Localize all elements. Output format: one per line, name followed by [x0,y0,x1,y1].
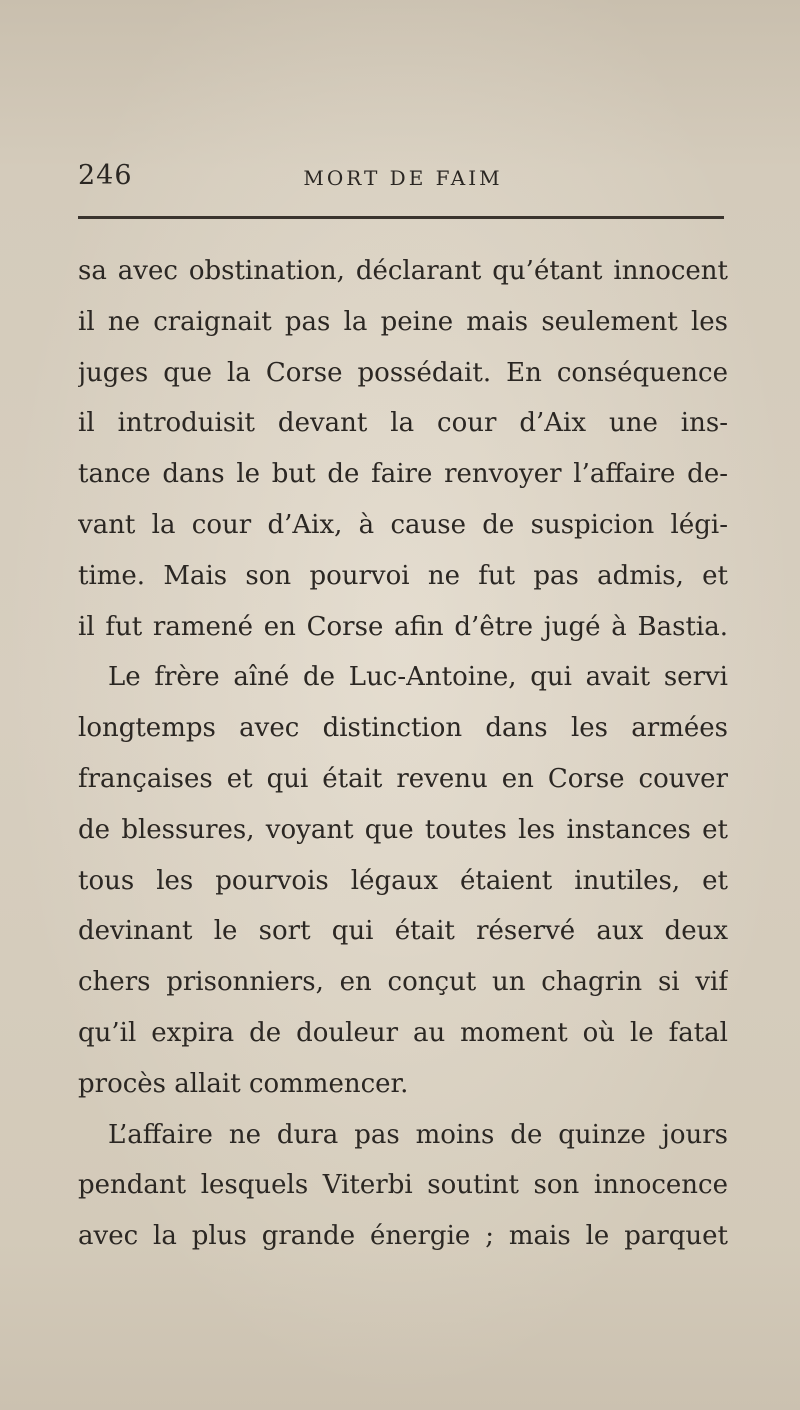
text-line: devinant le sort qui était réservé aux deux [78,916,728,947]
text-line: procès allait commencer. [78,1068,409,1099]
text-line: il ne craignait pas la peine mais seulement les [78,306,728,337]
text-line: L’affaire ne dura pas moins de quinze jours [108,1119,728,1150]
text-line: pendant lesquels Viterbi soutint son innocence [78,1170,728,1201]
text-line: tance dans le but de faire renvoyer l’affaire de- [78,459,728,490]
text-line: il introduisit devant la cour d’Aix une ins- [78,408,728,439]
body-text [78,246,728,1262]
text-line: avec la plus grande énergie ; mais le parquet [78,1221,728,1252]
text-line: françaises et qui était revenu en Corse couver [78,763,728,794]
text-line: juges que la Corse possédait. En conséquence [78,357,728,388]
text-line: chers prisonniers, en conçut un chagrin si vif [78,967,728,998]
text-line: de blessures, voyant que toutes les instances et [78,814,728,845]
page-header [78,160,728,200]
running-title: MORT DE FAIM [303,166,503,190]
page-number: 246 [78,160,133,191]
text-line: qu’il expira de douleur au moment où le fatal [78,1017,728,1048]
text-line: tous les pourvois légaux étaient inutiles, et [78,865,728,896]
header-rule [78,216,724,219]
text-line: vant la cour d’Aix, à cause de suspicion légi- [78,509,728,540]
text-line: Le frère aîné de Luc-Antoine, qui avait servi [108,662,728,693]
text-line: il fut ramené en Corse afin d’être jugé à Bastia. [78,611,728,642]
text-line: longtemps avec distinction dans les armées [78,713,728,744]
text-line: time. Mais son pourvoi ne fut pas admis, et [78,560,728,591]
text-line: sa avec obstination, déclarant qu’étant innocent [78,256,728,286]
